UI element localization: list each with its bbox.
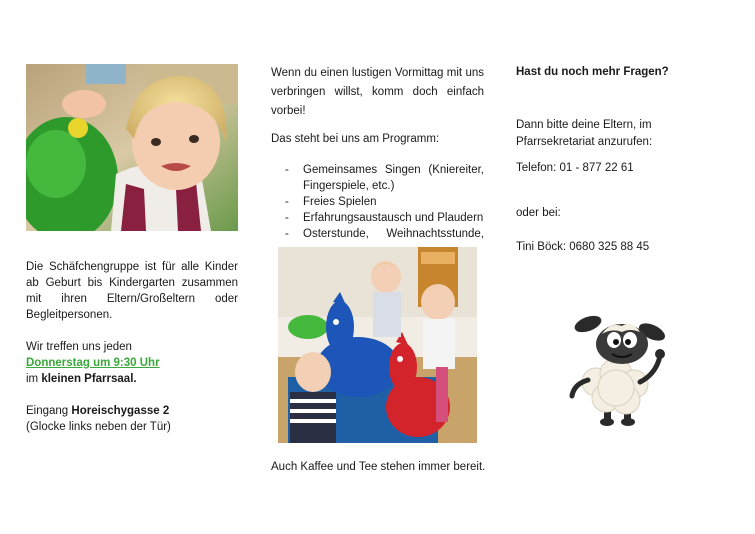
entrance-info [26,403,238,435]
or-text: oder bei: [516,207,561,219]
program-heading: Das steht bei uns am Programm: [271,133,440,145]
children-playing-photo-art [278,247,477,443]
refreshments-note [271,459,501,475]
program-item: - Erfahrungsaustausch und Plaudern [285,210,484,226]
toddler-photo [26,64,238,231]
meeting-place-prefix: im [26,373,39,385]
meeting-line: Wir treffen uns jeden [26,341,132,353]
program-item: - Gemeinsames Singen (Kniereiter, Fingerspiele, etc.) [285,162,484,194]
meeting-place: kleinen Pfarrsaal. [41,373,137,385]
column-2 [271,64,484,258]
column-3 [516,64,716,255]
program-item: - Freies Spielen [285,194,484,210]
sheep-art [566,312,672,426]
sheep-illustration [566,312,672,426]
column-1 [26,259,238,435]
questions-heading: Hast du noch mehr Fragen? [516,66,669,78]
contact-person: Tini Böck: 0680 325 88 45 [516,241,650,253]
entrance-address: Horeischygasse 2 [71,405,170,417]
contact-intro: Dann bitte deine Eltern, im Pfarrsekretariat anzurufen: [516,119,653,148]
invitation-text: Wenn du einen lustigen Vormittag mit uns verbringen willst, komm doch einfach vorbei! [271,67,484,117]
toddler-photo-art [26,64,238,231]
entrance-note: (Glocke links neben der Tür) [26,421,171,433]
meeting-time: Donnerstag um 9:30 Uhr [26,357,160,369]
entrance-prefix: Eingang [26,405,69,417]
program-item: - Osterstunde, Weihnachtsstunde, [285,226,484,258]
group-description: Die Schäfchengruppe ist für alle Kinder ab Geburt bis Kindergarten zusammen mit ihren Eltern/Großeltern oder Begleitpersonen. [26,261,238,321]
meeting-info [26,339,238,387]
phone-number: Telefon: 01 - 877 22 61 [516,162,634,174]
refreshments-text: Auch Kaffee und Tee stehen immer bereit. [271,461,486,473]
program-list [285,162,484,258]
children-playing-photo [278,247,477,443]
